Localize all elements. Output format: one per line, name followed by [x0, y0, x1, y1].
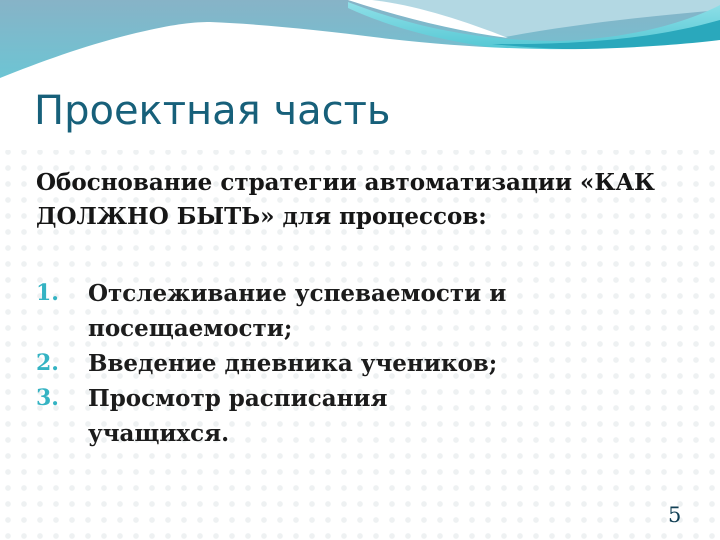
slide-title: Проектная часть: [34, 88, 391, 134]
numbered-list: [36, 276, 536, 451]
list-item: [36, 381, 536, 451]
list-item-number: 3.: [36, 385, 59, 411]
list-item: [36, 276, 536, 346]
list-item-text: Введение дневника учеников;: [88, 350, 498, 377]
intro-paragraph-line1: Обоснование стратегии автоматизации «КАК: [36, 169, 655, 196]
list-item-number: 2.: [36, 350, 59, 376]
intro-paragraph-line2: ДОЛЖНО БЫТЬ» для процессов:: [36, 203, 487, 230]
list-item-text: Отслеживание успеваемости и посещаемости;: [88, 280, 507, 342]
intro-paragraph: [36, 166, 686, 234]
list-item: [36, 346, 536, 381]
page-number: 5: [668, 503, 682, 527]
list-item-text: Просмотр расписания учащихся.: [88, 385, 388, 447]
list-item-number: 1.: [36, 280, 59, 306]
